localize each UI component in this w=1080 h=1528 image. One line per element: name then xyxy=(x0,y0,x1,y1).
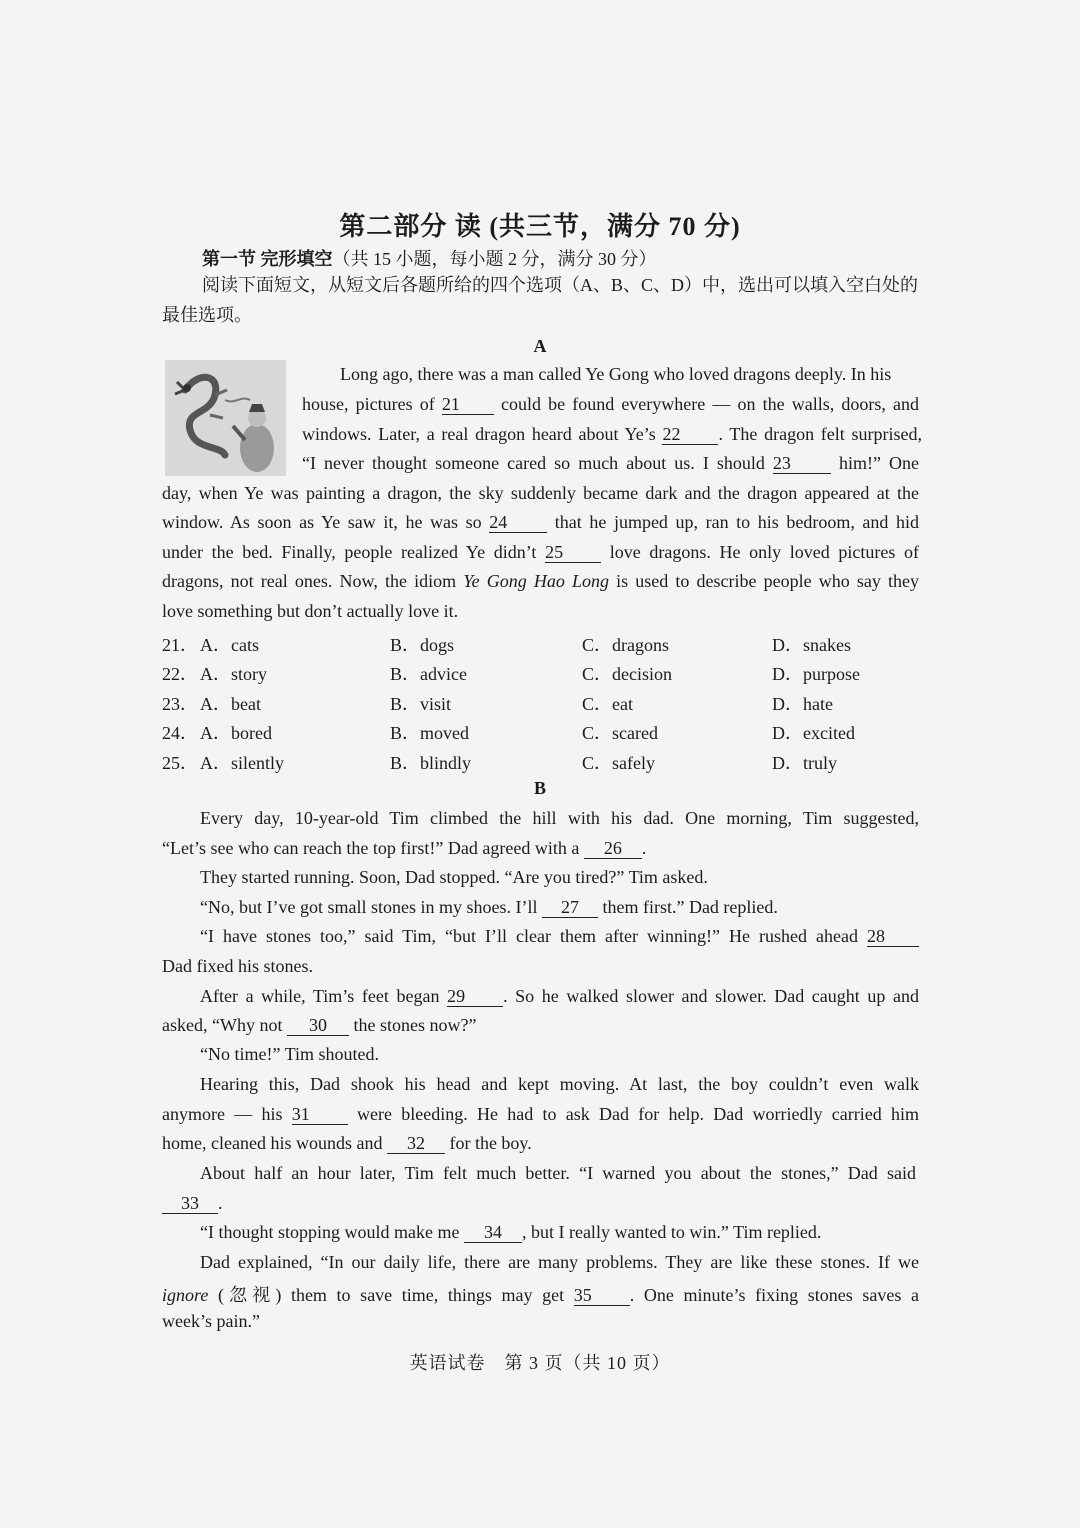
blank-22: 22 xyxy=(662,424,718,445)
passage-a-line-3: windows. Later, a real dragon heard about Ye’s 22 . The dragon felt surprised, xyxy=(302,424,922,444)
part-title: 第二部分 读 (共三节，满分 70 分) xyxy=(339,212,741,241)
passage-a-line-4: “I never thought someone cared so much about us. I should 23 him!” One xyxy=(302,453,919,473)
option-25-b[interactable]: B．blindly xyxy=(390,753,472,773)
passage-a-line-7: under the bed. Finally, people realized Ye didn’t 25 love dragons. He only loved pictures of xyxy=(162,542,919,562)
blank-24: 24 xyxy=(489,512,547,533)
option-22-c[interactable]: C．decision xyxy=(582,664,672,684)
idiom-text: Ye Gong Hao Long xyxy=(463,571,609,591)
option-21-b[interactable]: B．dogs xyxy=(390,635,455,655)
option-21-a[interactable]: A．cats xyxy=(200,635,259,655)
option-23-b[interactable]: B．visit xyxy=(390,694,452,714)
passage-b-p7-line3: home, cleaned his wounds and 32 for the boy. xyxy=(162,1133,532,1153)
passage-b-p5-line2: asked, “Why not 30 the stones now?” xyxy=(162,1015,477,1035)
option-22-b[interactable]: B．advice xyxy=(390,664,467,684)
question-24-options: 24． A．bored B．moved C．scared D．excited xyxy=(162,719,922,745)
option-23-d[interactable]: D．hate xyxy=(772,694,833,714)
blank-35: 35 xyxy=(574,1285,630,1306)
passage-a-line-1: Long ago, there was a man called Ye Gong who loved dragons deeply. In his xyxy=(340,364,892,384)
question-21-options: 21． A．cats B．dogs C．dragons D．snakes xyxy=(162,631,922,657)
passage-a-letter: A xyxy=(533,336,547,356)
passage-b-p6: “No time!” Tim shouted. xyxy=(200,1044,379,1064)
page-footer: 英语试卷 第 3 页（共 10 页） xyxy=(409,1353,671,1373)
passage-b-p10-line2: ignore (忽视) them to save time, things may get 35 . One minute’s fixing stones saves a xyxy=(162,1285,919,1305)
passage-b-p8-line1: About half an hour later, Tim felt much better. “I warned you about the stones,” Dad said xyxy=(200,1163,916,1183)
blank-21: 21 xyxy=(442,394,494,415)
passage-b-p8-line2: 33 . xyxy=(162,1193,223,1214)
option-24-d[interactable]: D．excited xyxy=(772,723,855,743)
dragon-and-man-illustration-icon xyxy=(165,360,286,476)
blank-26: 26 xyxy=(584,838,642,859)
passage-b-p4-line1: “I have stones too,” said Tim, “but I’ll clear them after winning!” He rushed ahead 28 xyxy=(200,926,919,947)
blank-33: 33 xyxy=(162,1193,218,1214)
section-label: 第一节 完形填空 xyxy=(202,249,333,269)
option-24-a[interactable]: A．bored xyxy=(200,723,272,743)
blank-23: 23 xyxy=(773,453,831,474)
option-22-d[interactable]: D．purpose xyxy=(772,664,860,684)
option-23-a[interactable]: A．beat xyxy=(200,694,261,714)
option-24-b[interactable]: B．moved xyxy=(390,723,469,743)
option-21-c[interactable]: C．dragons xyxy=(582,635,669,655)
question-23-options: 23． A．beat B．visit C．eat D．hate xyxy=(162,690,922,716)
passage-a-line-8: dragons, not real ones. Now, the idiom Ye Gong Hao Long is used to describe people who say they xyxy=(162,571,920,591)
passage-b-p10-line1: Dad explained, “In our daily life, there are many problems. They are like these stones. If we xyxy=(200,1252,919,1272)
blank-29: 29 xyxy=(447,986,503,1007)
passage-b-p1-line2: “Let’s see who can reach the top first!” Dad agreed with a 26 . xyxy=(162,838,647,858)
blank-28: 28 xyxy=(867,926,919,947)
passage-b-p2: They started running. Soon, Dad stopped. “Are you tired?” Tim asked. xyxy=(200,867,708,887)
ignore-word: ignore xyxy=(162,1285,209,1305)
passage-b-p5-line1: After a while, Tim’s feet began 29 . So he walked slower and slower. Dad caught up and xyxy=(200,986,919,1006)
blank-32: 32 xyxy=(387,1133,445,1154)
passage-b-p7-line2: anymore — his 31 were bleeding. He had to ask Dad for help. Dad worriedly carried him xyxy=(162,1104,919,1124)
passage-b-p4-line2: Dad fixed his stones. xyxy=(162,956,313,976)
blank-27: 27 xyxy=(542,897,598,918)
instructions: 阅读下面短文，从短文后各题所给的四个选项（A、B、C、D）中，选出可以填入空白处的最佳选项。 xyxy=(162,275,919,325)
passage-b-p7-line1: Hearing this, Dad shook his head and kept moving. At last, the boy couldn’t even walk xyxy=(200,1074,919,1094)
blank-31: 31 xyxy=(292,1104,348,1125)
option-25-c[interactable]: C．safely xyxy=(582,753,655,773)
question-25-options: 25． A．silently B．blindly C．safely D．truly xyxy=(162,749,922,775)
passage-b-p9: “I thought stopping would make me 34 , but I really wanted to win.” Tim replied. xyxy=(200,1222,822,1242)
passage-b-letter: B xyxy=(533,778,546,798)
blank-34: 34 xyxy=(464,1222,522,1243)
passage-a-line-6: window. As soon as Ye saw it, he was so 24 that he jumped up, ran to his bedroom, and hid xyxy=(162,512,919,532)
blank-30: 30 xyxy=(287,1015,349,1036)
section-heading xyxy=(202,245,657,271)
passage-b-p10-line3: week’s pain.” xyxy=(162,1311,260,1331)
option-24-c[interactable]: C．scared xyxy=(582,723,658,743)
option-25-a[interactable]: A．silently xyxy=(200,753,284,773)
option-23-c[interactable]: C．eat xyxy=(582,694,633,714)
section-detail: （共 15 小题，每小题 2 分，满分 30 分） xyxy=(332,249,657,269)
option-25-d[interactable]: D．truly xyxy=(772,753,837,773)
passage-a-line-2: house, pictures of 21 could be found everywhere — on the walls, doors, and xyxy=(302,394,919,414)
option-21-d[interactable]: D．snakes xyxy=(772,635,851,655)
passage-a-line-5: day, when Ye was painting a dragon, the sky suddenly became dark and the dragon appeared at the xyxy=(162,483,919,503)
passage-a-line-9: love something but don’t actually love it. xyxy=(162,601,459,621)
option-22-a[interactable]: A．story xyxy=(200,664,267,684)
passage-b-p1-line1: Every day, 10-year-old Tim climbed the hill with his dad. One morning, Tim suggested, xyxy=(200,808,919,828)
question-22-options: 22． A．story B．advice C．decision D．purpose xyxy=(162,660,922,686)
passage-b-p3: “No, but I’ve got small stones in my shoes. I’ll 27 them first.” Dad replied. xyxy=(200,897,778,917)
blank-25: 25 xyxy=(545,542,601,563)
